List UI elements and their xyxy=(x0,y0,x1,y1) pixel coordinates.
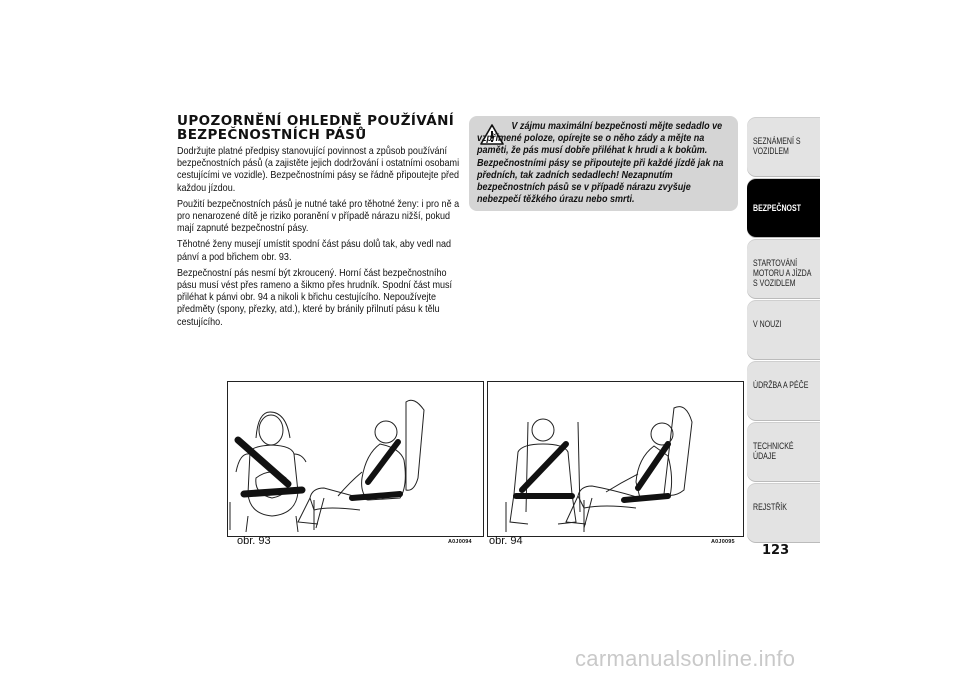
figure-93-code: A0J0094 xyxy=(448,539,472,545)
figure-93 xyxy=(227,381,484,537)
tab-bezpecnost[interactable] xyxy=(747,179,820,237)
tab-label: TECHNICKÉ ÚDAJE xyxy=(753,441,794,461)
tab-rejstrik[interactable] xyxy=(747,484,820,542)
paragraph-4: Bezpečnostní pás nesmí být zkroucený. Horní část bezpečnostního pásu musí vést přes rameno a šikmo přes hrudník. Spodní část musí přiléhat k pánvi obr. 94 a nikoli k břichu cestujícího. Nepoužívejte předměty (spony, přezky, atd.), které by bránily přilnutí pásu k tělu cestujícího. xyxy=(177,266,453,328)
warning-text: V zájmu maximální bezpečnosti mějte sedadlo ve vzpřímené poloze, opírejte se o něho zády a mějte na paměti, že pás musí dobře přiléhat k hrudi a k bokům. Bezpečnostními pásy se připoutejte při každé jízdě jak na předních, tak zadních sedadlech! Nezapnutím bezpečnostních pásů se v případě nárazu zvyšuje nebezpečí těžkého úrazu nebo smrti. xyxy=(477,120,724,206)
paragraph-2: Použití bezpečnostních pásů je nutné také pro těhotné ženy: i pro ně a pro nenarozené dítě je riziko poranění v případě nárazu nižší, pokud mají zapnuté bezpečnostní pásy. xyxy=(177,197,460,235)
tab-label: REJSTŘÍK xyxy=(753,502,787,512)
tab-label: BEZPEČNOST xyxy=(753,203,801,213)
figure-94-code: A0J0095 xyxy=(711,539,735,545)
page-number: 123 xyxy=(762,543,790,558)
tab-label: SEZNÁMENÍ S VOZIDLEM xyxy=(753,136,801,156)
tab-label: STARTOVÁNÍ MOTORU A JÍZDA S VOZIDLEM xyxy=(753,258,812,288)
warning-box xyxy=(469,116,738,211)
figure-93-caption: obr. 93 xyxy=(237,535,271,547)
tab-udrzba-a-pece[interactable] xyxy=(747,362,820,420)
tab-label: ÚDRŽBA A PÉČE xyxy=(753,380,809,390)
body-text xyxy=(177,145,460,332)
watermark: carmanualsonline.info xyxy=(575,646,796,671)
tab-technicke-udaje[interactable] xyxy=(747,423,820,481)
tab-v-nouzi[interactable] xyxy=(747,301,820,359)
section-title-line1: UPOZORNĚNÍ OHLEDNĚ POUŽÍVÁNÍ xyxy=(177,113,455,129)
paragraph-3: Těhotné ženy musejí umístit spodní část pásu dolů tak, aby vedl nad pánví a pod břichem obr. 93. xyxy=(177,238,452,263)
tab-label: V NOUZI xyxy=(753,319,782,329)
pregnant-woman-seatbelt-illustration xyxy=(228,382,483,536)
section-title-line2: BEZPEČNOSTNÍCH PÁSŮ xyxy=(177,127,367,143)
paragraph-1: Dodržujte platné předpisy stanovující povinnost a způsob používání bezpečnostních pásů (a zajistěte jejich dodržování i ostatními osobami cestujícími ve vozidle). Bezpečnostními pásy se řádně připoutejte před každou jízdou. xyxy=(177,145,460,194)
tab-seznameni-s-vozidlem[interactable] xyxy=(747,118,820,176)
figure-94 xyxy=(487,381,744,537)
figure-94-caption: obr. 94 xyxy=(489,535,523,547)
tab-startovani-motoru[interactable] xyxy=(747,240,820,298)
seated-man-seatbelt-illustration xyxy=(488,382,743,536)
section-title xyxy=(177,114,467,142)
